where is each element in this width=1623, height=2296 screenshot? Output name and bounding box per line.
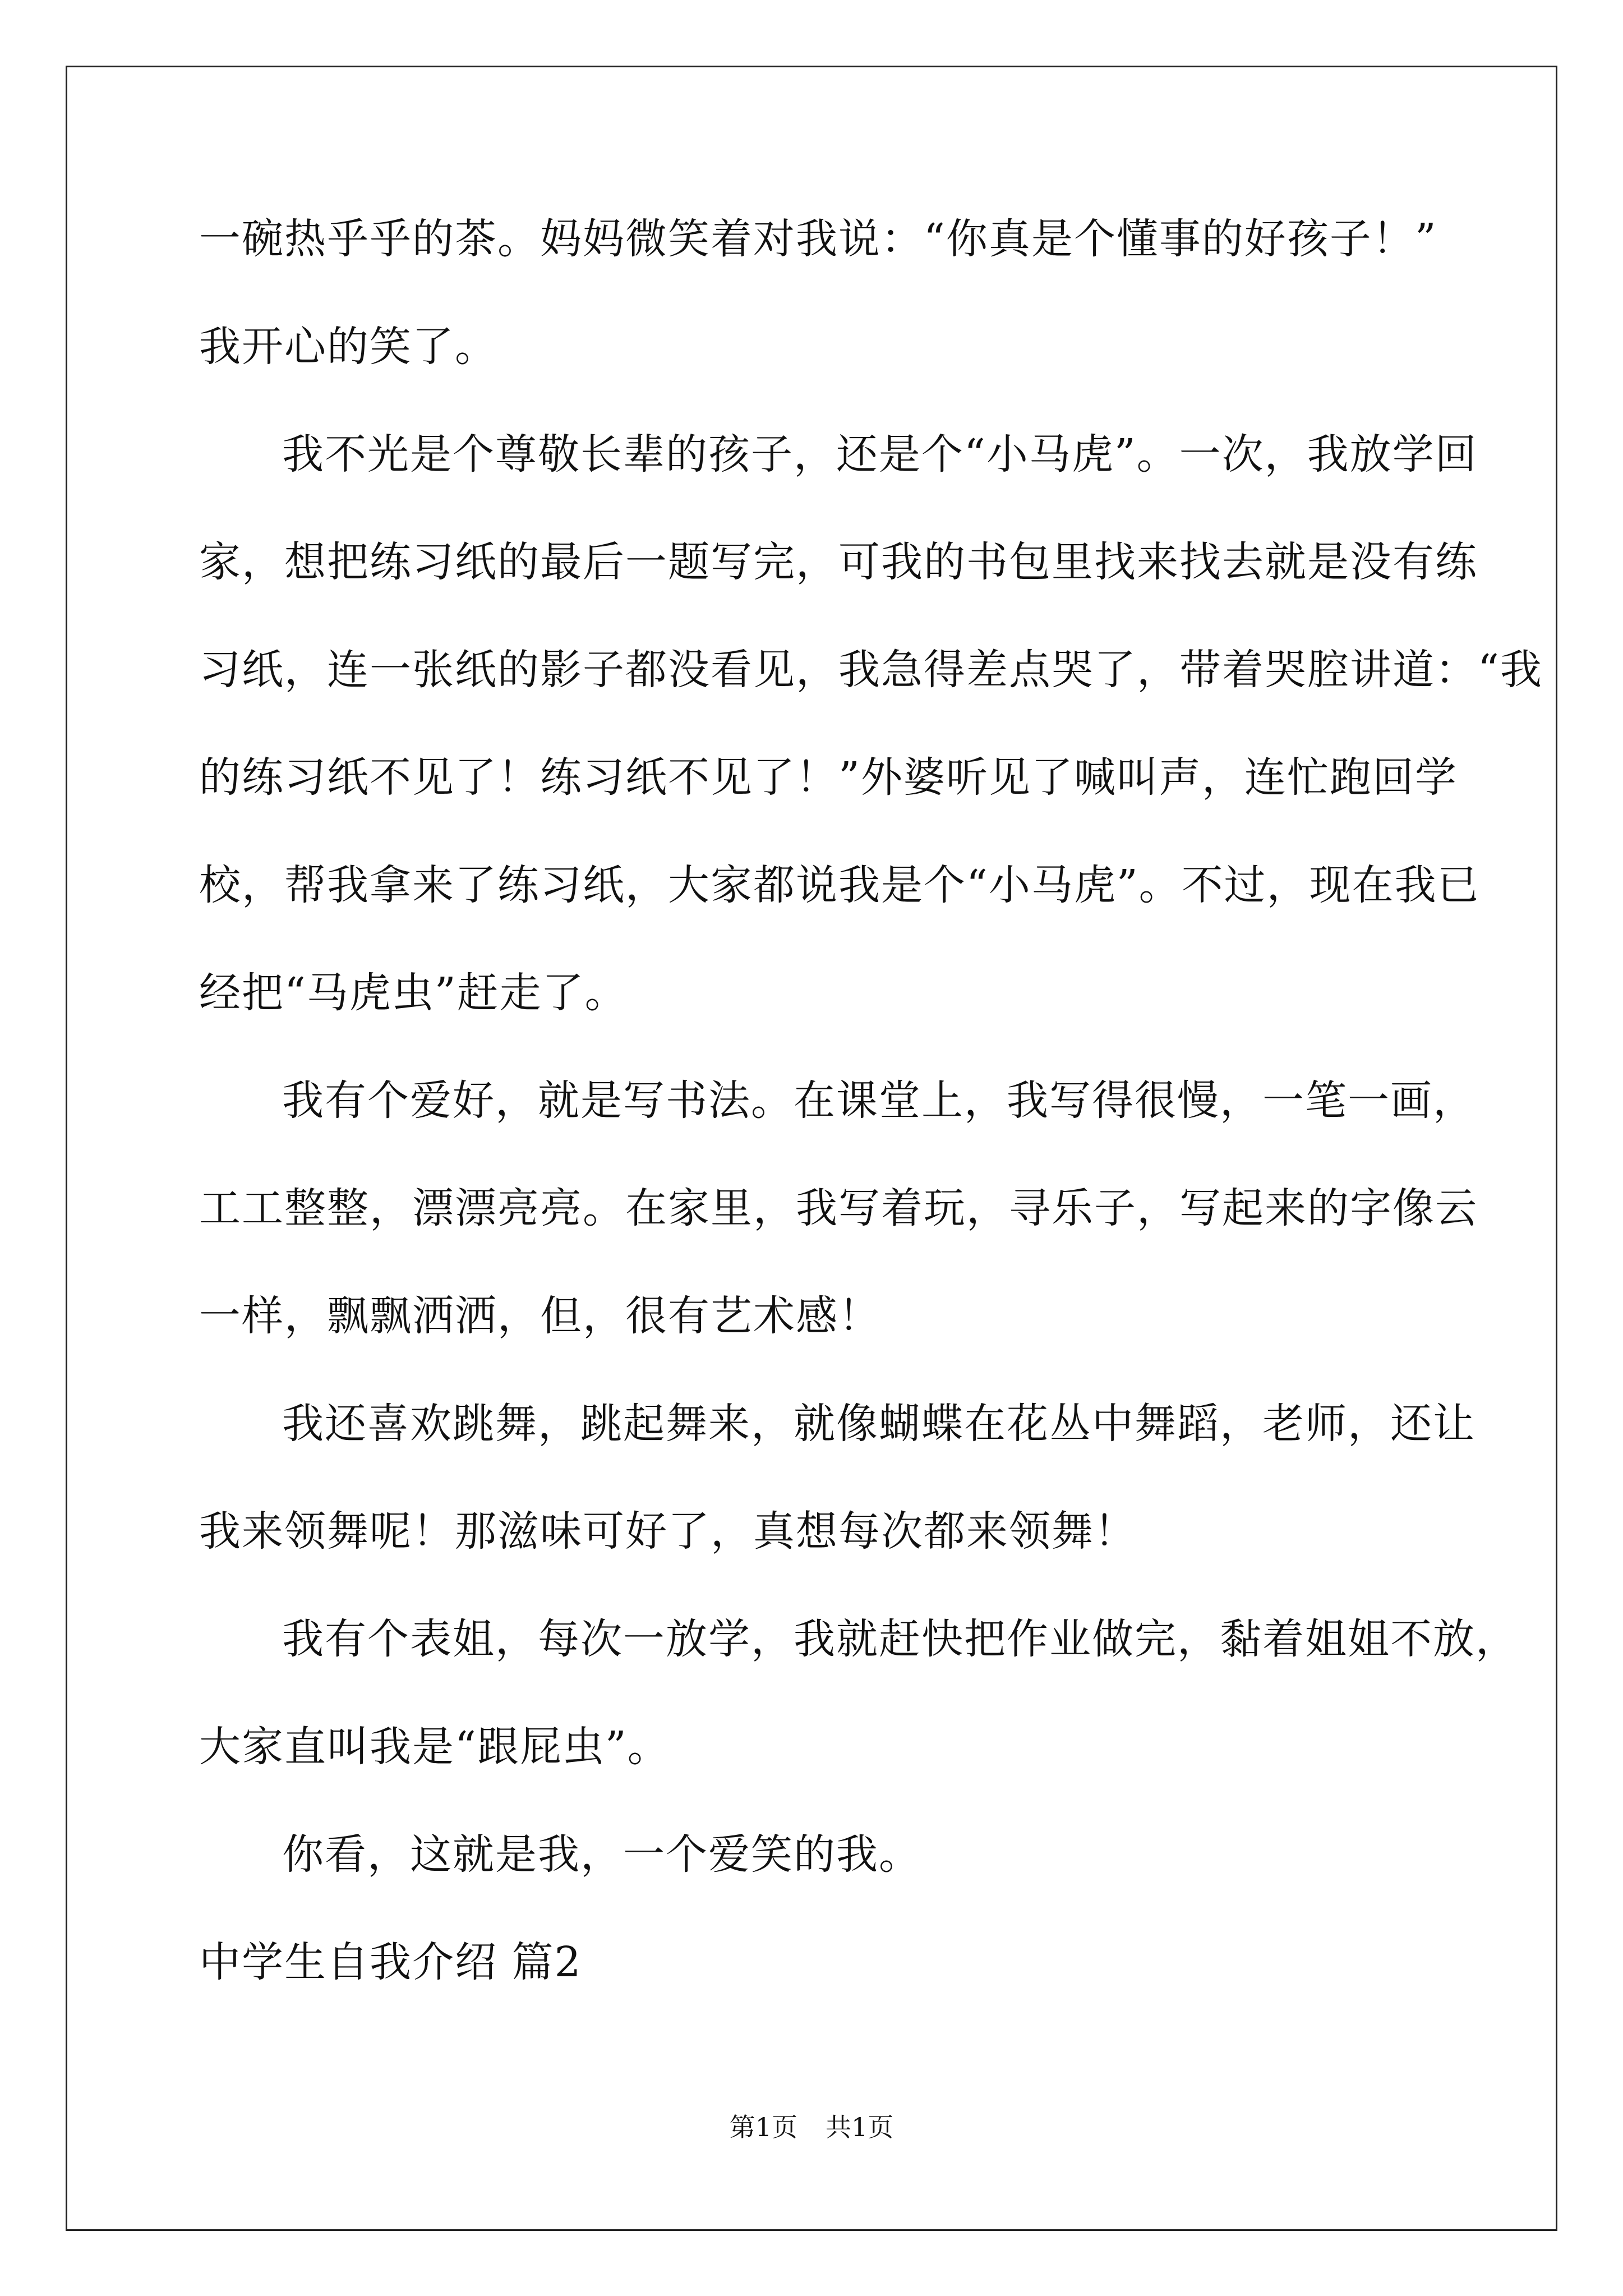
document-body (199, 185, 1543, 2016)
text-line: 家，想把练习纸的最后一题写完，可我的书包里找来找去就是没有练 (199, 538, 1478, 586)
text-line: 经把“马虎虫”赶走了。 (199, 969, 628, 1017)
text-line: 的练习纸不见了！练习纸不见了！”外婆听见了喊叫声，连忙跑回学 (199, 753, 1458, 802)
text-line: 习纸，连一张纸的影子都没看见，我急得差点哭了，带着哭腔讲道：“我 (199, 646, 1543, 694)
text-line: 我开心的笑了。 (199, 323, 497, 371)
text-line: 我不光是个尊敬长辈的孩子，还是个“小马虎”。一次，我放学回 (282, 430, 1478, 478)
page-number-current: 第1页 (729, 2112, 797, 2142)
text-line: 一样，飘飘洒洒，但，很有艺术感！ (199, 1292, 881, 1340)
text-line: 我还喜欢跳舞，跳起舞来，就像蝴蝶在花丛中舞蹈，老师，还让 (282, 1400, 1476, 1448)
text-line: 工工整整，漂漂亮亮。在家里，我写着玩，寻乐子，写起来的字像云 (199, 1184, 1478, 1232)
page-number-total: 共1页 (826, 2112, 894, 2142)
section-heading: 中学生自我介绍 篇2 (199, 1938, 582, 1986)
page-footer (0, 2110, 1623, 2144)
text-line: 我有个表姐，每次一放学，我就赶快把作业做完，黏着姐姐不放， (282, 1615, 1518, 1663)
text-line: 校，帮我拿来了练习纸，大家都说我是个“小马虎”。不过，现在我已 (199, 861, 1480, 909)
text-line: 我来领舞呢！那滋味可好了，真想每次都来领舞！ (199, 1507, 1137, 1556)
text-line: 大家直叫我是“跟屁虫”。 (199, 1723, 670, 1771)
text-line: 一碗热乎乎的茶。妈妈微笑着对我说：“你真是个懂事的好孩子！” (199, 215, 1437, 263)
text-line: 你看，这就是我，一个爱笑的我。 (282, 1830, 921, 1879)
text-line: 我有个爱好，就是写书法。在课堂上，我写得很慢，一笔一画， (282, 1076, 1476, 1125)
